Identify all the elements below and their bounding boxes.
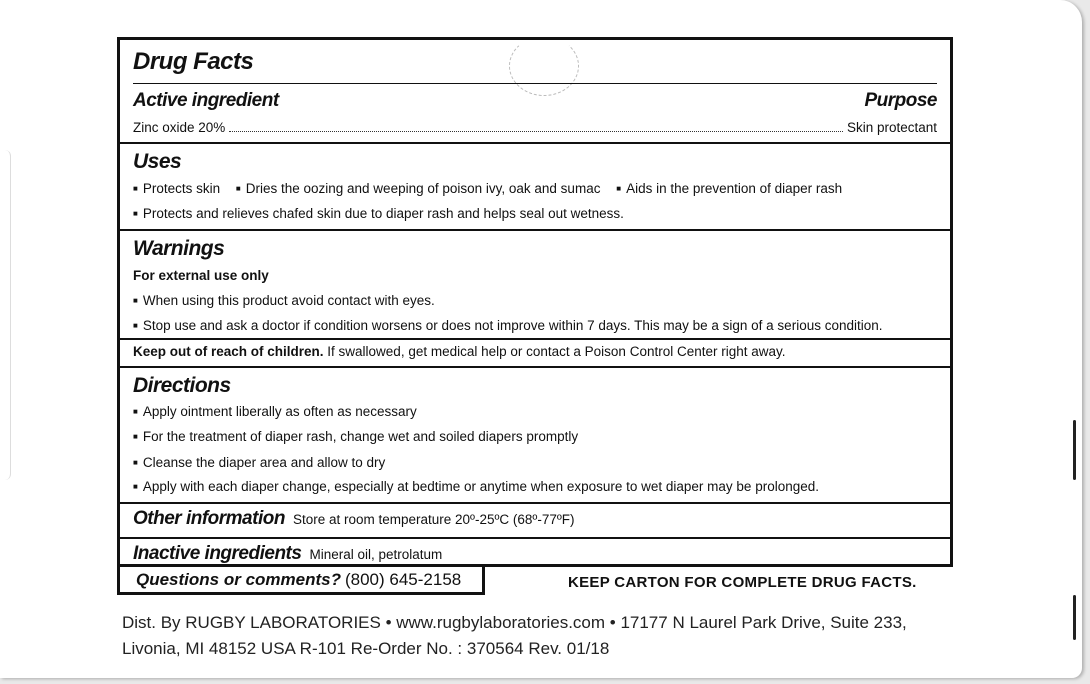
inactive-ingredients-row [133, 543, 937, 565]
uses-row-1 [133, 181, 937, 196]
warning-text: ■ Stop use and ask a doctor if condition worsens or does not improve within 7 days. This may be a sign of a serious condition. [133, 318, 883, 333]
divider [120, 229, 950, 231]
direction-item [133, 479, 937, 494]
distributor-info [122, 610, 907, 662]
use-item: ■ Dries the oozing and weeping of poison ivy, oak and sumac [236, 181, 601, 196]
carton-fold-tab [0, 150, 11, 480]
distributor-line-1: Dist. By RUGBY LABORATORIES • www.rugbylaboratories.com • 17177 N Laurel Park Drive, Suite 233, [122, 613, 907, 632]
purpose-heading: Purpose [864, 90, 937, 111]
external-use-note: For external use only [133, 268, 269, 283]
divider [120, 338, 950, 340]
warnings-heading: Warnings [133, 237, 225, 260]
dot-leader [229, 131, 843, 132]
questions-box [117, 567, 485, 595]
direction-text: ■ Apply ointment liberally as often as necessary [133, 404, 417, 419]
active-ingredient-row [133, 120, 937, 135]
carton-edge-mark [1073, 595, 1076, 640]
divider [120, 142, 950, 144]
questions-phone: (800) 645-2158 [344, 569, 462, 589]
keep-carton-notice: KEEP CARTON FOR COMPLETE DRUG FACTS. [568, 574, 917, 591]
use-item: ■ Aids in the prevention of diaper rash [616, 181, 842, 196]
other-information-row [133, 508, 937, 530]
direction-item [133, 404, 937, 419]
direction-text: ■ Apply with each diaper change, especially at bedtime or anytime when exposure to wet diaper may be prolonged. [133, 479, 819, 494]
warning-item [133, 293, 937, 308]
other-information-text: Store at room temperature 20º-25ºC (68º-77ºF) [292, 512, 575, 527]
active-ingredient-header [133, 90, 937, 112]
direction-item [133, 455, 937, 470]
distributor-line-2: Livonia, MI 48152 USA R-101 Re-Order No. : 370564 Rev. 01/18 [122, 639, 610, 658]
use-item: ■ Protects and relieves chafed skin due to diaper rash and helps seal out wetness. [133, 206, 624, 221]
divider [133, 83, 937, 84]
keep-out-of-reach [133, 344, 937, 359]
ingredient-purpose: Skin protectant [846, 120, 937, 135]
uses-row-2 [133, 206, 937, 221]
direction-text: ■ Cleanse the diaper area and allow to dry [133, 455, 385, 470]
other-information-heading: Other information [133, 508, 285, 529]
drug-facts-title: Drug Facts [133, 48, 254, 75]
inactive-ingredients-heading: Inactive ingredients [133, 543, 302, 564]
drug-facts-panel [117, 37, 953, 567]
use-item: ■ Protects skin [133, 181, 220, 196]
divider [120, 537, 950, 539]
divider [120, 502, 950, 504]
directions-heading: Directions [133, 374, 231, 397]
inactive-ingredients-text: Mineral oil, petrolatum [309, 547, 443, 562]
warning-item [133, 318, 937, 333]
divider [120, 366, 950, 368]
keep-out-bold: Keep out of reach of children. [133, 344, 324, 359]
direction-text: ■ For the treatment of diaper rash, change wet and soiled diapers promptly [133, 429, 578, 444]
questions-label: Questions or comments? [136, 569, 341, 589]
ingredient-name: Zinc oxide 20% [133, 120, 226, 135]
active-ingredient-heading: Active ingredient [133, 90, 279, 111]
uses-heading: Uses [133, 150, 182, 173]
warning-text: ■ When using this product avoid contact with eyes. [133, 293, 435, 308]
direction-item [133, 429, 937, 444]
keep-out-text: If swallowed, get medical help or contact a Poison Control Center right away. [323, 344, 786, 359]
carton-edge-mark [1073, 420, 1076, 480]
